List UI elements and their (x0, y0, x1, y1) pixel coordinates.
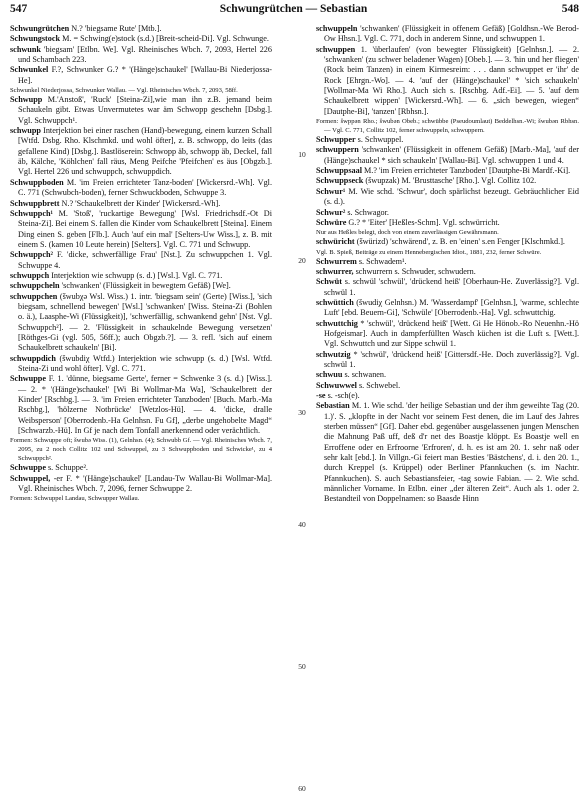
headword: schwuppch (10, 270, 50, 280)
page-number-right: 548 (561, 3, 579, 15)
headword: Schwuppe (10, 374, 46, 384)
dictionary-entry: Schwuppe s. Schuppe². (10, 463, 88, 473)
dictionary-entry: schwutzig * 'schwül', 'drückend heiß' [Gittersdf.-He. Doch zuverlässig?]. Vgl. schwül 1. (316, 349, 579, 369)
dictionary-entry: Schwunkel F.?, Schwunker G.? * '(Hänge)schaukel' [Wallau-Bi Niederjossa-He]. (10, 65, 272, 85)
headword: schwüricht (316, 237, 355, 247)
headword: Schwüre (316, 217, 347, 227)
dictionary-entry: schwuppcheln 'schwanken' (Flüssigkeit in bewegtem Gefäß) [We]. (10, 281, 231, 291)
headword: schwupp (10, 126, 41, 136)
entry-note: Vgl. B. Spieß, Beiträge zu einem Hennebergischen Idiot., 1881, 232, ferner Schwüre. (316, 248, 542, 256)
line-number: 40 (298, 520, 306, 529)
headword: Schwuppe (10, 463, 46, 473)
dictionary-entry: schwupp Interjektion bei einer raschen (Hand)-bewegung, einem kurzen Schall [Wtfd. Dsbg. Rho. Klschmkd. und wohl öfter], z. B. schwopp, do leits (das gefallene Kind) [Dsbg.]. Bastlöserein: Schwopp äb, schwopp äb, Deckel, fall äb, Kälche, 'Köhlchen' fall räus, Meng Peifche 'Pfeifchen' es äus [Obgzb.]. Vgl. Hertel 226 und schwuppch, schwuppdich. (10, 126, 272, 177)
right-column (316, 24, 579, 505)
dictionary-entry: schwuppchen (šwubχə Wsl. Wiss.) 1. intr. 'biegsam sein' (Gerte) [Wiss.], 'sich biegsam, schnellend bewegen' [Wsl.] 'schwanken' [Wiss. Steina-Zi (Bohlen o. ä.), Laasphe-Wi (Flüssigkeit)], 'schwerfällig, schwankend gehn' [Nst. Vgl. Schwuppch²]. — 2. 'Flüssigkeit in schaukelnde Bewegung versetzen' [Röthges-Gi (vgl. 505, 56ff.); auch Obgzb.?]. — 3. refl. 'sich auf einem Schaukelbrett schaukeln' [Bi]. (10, 291, 272, 353)
dictionary-entry: Schwuppboden M. 'im Freien errichteter Tanz-boden' [Wickersrd.-Wh]. Vgl. C. 771 (Schwubch-boden), ferner Schwuckboden, Schwuppe 3. (10, 177, 272, 198)
dictionary-entry: schwurrer, schwurrern s. Schwuder, schwudern. (316, 266, 476, 276)
dictionary-entry: -se s. -sch(e). (316, 391, 360, 400)
headword: Schwungstock (10, 34, 61, 44)
dictionary-entry: schwuppen 1. 'überlaufen' (von bewegter Flüssigkeit) [Gelnhsn.]. — 2. 'schwanken' (zu schwer beladener Wagen) [Obeb.]. — 3. 'hin und her fliegen' (Rock beim Tanzen) in einem Kirmesreim: . . . dann schwuppet er 'ihr' de Rock [Ehrgn.-Wo]. — 4. 'auf der (Hänge)schaukel' * 'sich schaukeln' [Wollmar-Ma Wi Rho.]. Auch sich s. [Rschbg. Adf.-Ei]. — 5. 'auf dem Schaukelbrett wippen' [Wickersrd.-Wh]. — 6. „sich bewegen, wiegen“ [Dautphe-Bi], 'tanzen' [Rbhsn.]. (316, 44, 579, 116)
headword: Schwuppbrett (10, 198, 60, 208)
headword: schwuppcheln (10, 281, 60, 291)
line-number: 20 (298, 256, 306, 265)
headword: Schwüt (316, 277, 342, 287)
dictionary-entry: Schwuppe F. 1. 'dünne, biegsame Gerte', ferner = Schwenke 3 (s. d.) [Wiss.]. — 2. * '(Hänge)schaukel' [Wi Bi Wollmar-Ma Wa], 'Schaukelbrett der Kinder' [Rschbg.]. — 3. 'im Freien errichteter Tanzboden' [Buch. Marb.-Ma Rschbg.], 'hölzerne Notbrücke' [Wetzlos-Hü]. — 4. 'dicke, dralle Weibsperson' [Oberrodenb.-Ha Gelnhsn. Fu Gf], „derbe ungehobelte Magd“ [Schwarzb.-Hü]. In Gf je nach dem Tonfall anerkennend oder verächtlich. (10, 374, 272, 436)
dictionary-entry: schwunk 'biegsam' [Etlbn. We]. Vgl. Rheinisches Wbch. 7, 2093, Hertel 226 und Schambach 223. (10, 44, 272, 65)
running-title: Schwungrütchen — Sebastian (219, 3, 368, 15)
dictionary-entry: Schwüre G.? * 'Eiter' [Heßles-Schm]. Vgl. schwürricht. (316, 217, 500, 227)
dictionary-entry: Schwur¹ M. Wie schd. 'Schwur', doch spärlichst bezeugt. Gebräuchlicher Eid (s. d.). (316, 186, 579, 207)
headword: schwuppchen (10, 291, 58, 301)
headword: Schwur² (316, 207, 346, 217)
headword: schwurrer, (316, 266, 354, 276)
entry-note: Formen: šwppən Rho.; šwubən Obeb.; schwübbe (Pseudoumlaut) Beddelhsn.-Wi; šwubən Rbhsn. — Vgl. C. 771, Collitz 102, ferner schwuppeln, schwuppern. (316, 118, 579, 135)
dictionary-entry: Schwüt s. schwül 'schwül', 'drückend heiß' [Oberhaun-He. Zuverlässig?]. Vgl. schwül 1. (316, 277, 579, 297)
line-number: 60 (298, 784, 306, 793)
dictionary-entry: Schwuppsaal M.? 'im Freien errichteter Tanzboden' [Dautphe-Bi Mardf.-Ki]. (316, 166, 571, 176)
page-number-left: 547 (10, 3, 28, 15)
dictionary-entry: Schwur² s. Schwagor. (316, 207, 389, 217)
headword: Schwupper (316, 135, 356, 145)
dictionary-entry: Schwurrem s. Schwadem¹. (316, 256, 407, 266)
line-number: 10 (298, 150, 306, 159)
line-number: 50 (298, 662, 306, 671)
headword: -se (316, 391, 326, 400)
headword: Schwur¹ (316, 186, 346, 196)
dictionary-entry: Schwuppseck (šwupzak) M. 'Brusttasche' [Rho.]. Vgl. Collitz 102. (316, 176, 537, 186)
line-number: 30 (298, 408, 306, 417)
headword: schwunk (10, 44, 41, 54)
headword: Schwuwwel (316, 380, 357, 390)
dictionary-entry: Schwungrütchen N.? 'biegsame Rute' [Mtb.]. (10, 24, 162, 33)
headword: Schwupp (10, 95, 43, 105)
dictionary-entry: schwuttchig * 'schwül', 'drückend heiß' [Wett. Gi He Hönob.-Ro Neuenhn.-Hö Hofgeismar]. Auch in dampferfüllten Wasch küchen ist die Luft s. [Wett.]. Vgl. Schwuttch und zur Sippe schwül 1. (316, 318, 579, 349)
headword: Schwuppch² (10, 250, 53, 260)
headword: Schwuppseck (316, 176, 364, 186)
dictionary-entry: Schwuppel, -er F. * '(Hänge)schaukel' [Landau-Tw Wallau-Bi Wollmar-Ma]. Vgl. Rheinisches Wbch. 7, 2096, ferner Schwuppe 2. (10, 473, 272, 494)
entry-note: Formen: Schwuppel Landau, Schwupper Wallau. (10, 495, 140, 503)
headword: Schwungrütchen (10, 24, 70, 33)
dictionary-entry: schwuppdich (šwubdiχ Wtfd.) Interjektion wie schwupp (s. d.) [Wsl. Wtfd. Steina-Zi und wohl öfter]. Vgl. C. 771. (10, 353, 272, 373)
dictionary-entry: Schwuwwel s. Schwebel. (316, 380, 401, 390)
headword: schwüttich (316, 297, 354, 307)
dictionary-entry: schwüttich (šwudiχ Gelnhsn.) M. 'Wasserdampf' [Gelnhsn.], 'warme, schlechte Luft' [ebd. Beuern-Gi], 'Schwüle' [Oberrodenb.-Ha]. Vgl. schwuttchig. (316, 297, 579, 318)
headword: Schwuppboden (10, 177, 64, 187)
headword: schwuppdich (10, 353, 56, 363)
headword: Schwuppsaal (316, 166, 362, 176)
dictionary-entry: schwuu s. schwanen. (316, 370, 387, 380)
dictionary-entry: Schwungstock M. = Schwing(e)stock (s.d.) [Breit-scheid-Di]. Vgl. Schwunge. (10, 34, 269, 44)
headword: Schwuppch¹ (10, 208, 53, 218)
left-column (10, 24, 272, 503)
headword: schwuppern (316, 145, 359, 155)
dictionary-entry: Schwuppch¹ M. 'Stoß', 'ruckartige Bewegung' [Wsl. Friedrichsdf.-Ot Di Steina-Zi]. Bei einem S. fallen die Kinder vom Schaukelbrett [Steina]. Einem Ding einen S. geben [Flb.]. Auch 'auf ein mal' [Selters-Uw Wiss.], z. B. mit einem S. (kamen 10 Leute herein) [Selters]. Vgl. C. 771 und Schwupp. (10, 208, 272, 249)
headword: Schwurrem (316, 256, 357, 266)
dictionary-entry: schwüricht (šwürizd) 'schwärend', z. B. en 'einen' s.en Fenger [Klschmkd.]. (316, 237, 565, 247)
headword: schwuu (316, 370, 343, 380)
dictionary-entry: schwuppeln 'schwanken' (Flüssigkeit in offenem Gefäß) [Goldhsn.-We Berod-Ow Hhsn.]. Vgl. C. 771, doch in anderem Sinne, und schwuppen 1. (316, 24, 579, 44)
dictionary-entry: Schwuppbrett N.? 'Schaukelbrett der Kinder' [Wickersrd.-Wh]. (10, 198, 221, 208)
headword: Sebastian (316, 401, 350, 411)
entry-note: Nur aus Heßles belegt, doch von einem zuverlässigen Gewährsmann. (316, 229, 499, 237)
dictionary-entry: Schwupp M.'Anstoß', 'Ruck' [Steina-Zi],wie man ihn z.B. jemand beim Schaukeln gibt. Etwas Unvermutetes war äm Schwopp geschehn [Dsbg.]. Vgl. Schwuppch¹. (10, 95, 272, 125)
headword: schwuppeln (316, 24, 358, 33)
headword: Schwunkel (10, 65, 49, 75)
headword: schwuppen (316, 44, 356, 54)
entry-note: Formen: Schwuppe oft; šwubə Wiss. (1), Gelnhsn. (4); Schwubb Gf. — Vgl. Rheinisches Wbch. 7, 2095, zu 2 noch Collitz 102 und Schwuppel, zu 3 Schwuppboden und Schwicke¹, zu 4 Schwuppch². (10, 437, 272, 463)
dictionary-entry: Schwuppch² F. 'dicke, schwerfällige Frau' [Nst.]. Zu schwuppchen 1. Vgl. Schwuppe 4. (10, 250, 272, 270)
dictionary-entry: schwuppern 'schwanken' (Flüssigkeit in offenem Gefäß) [Marb.-Ma], 'auf der (Hänge)schaukel * sich schaukeln' [Wallau-Bi]. Vgl. schwuppen 1 und 4. (316, 145, 579, 165)
headword: schwuttchig (316, 318, 358, 328)
headword: schwutzig (316, 349, 351, 359)
dictionary-entry: Schwupper s. Schwuppel. (316, 135, 404, 145)
entry-note: Schwunkel Niederjossa, Schwunker Wallau. — Vgl. Rheinisches Wbch. 7, 2093, 58ff. (10, 87, 238, 95)
dictionary-entry: Sebastian M. 1. Wie schd. 'der heilige Sebastian und der ihm geweihte Tag (20. 1.)'. S. „klopfte in der Nacht vor seinem Fest denen, die im Lauf des Jahres sterben müssen“ [Gf]. Daher ebd. gegenüber ausgelassenen jungen Menschen die Mahnung Paß uff, deß d'r net des Boastje klöppt. Es Boastje well en Erroffene oder en Erfroorne 'Erfroren', d. h. es ist am 20. 1. sehr naß oder sehr kalt [ebd.]. In Villgn.-Gi feiert man Besties 'Bästchens', d. i. den 20. 1., durch Kreppel (s. Krüppel) oder Berliner Pfannkuchen (s. im Nachtr. Pfannkuchen). S. auch Sebastiansfeier, -tag sowie Fabian. — 2. Wie schd. männlicher Vorname. In Etlbn. einer „der älteren Zeit“. Auch als 1. oder 2. Bestandteil von Doppelnamen: so Baasde Hinn (316, 401, 579, 504)
headword: Schwuppel, (10, 473, 51, 483)
dictionary-entry: schwuppch Interjektion wie schwupp (s. d.) [Wsl.]. Vgl. C. 771. (10, 270, 223, 280)
